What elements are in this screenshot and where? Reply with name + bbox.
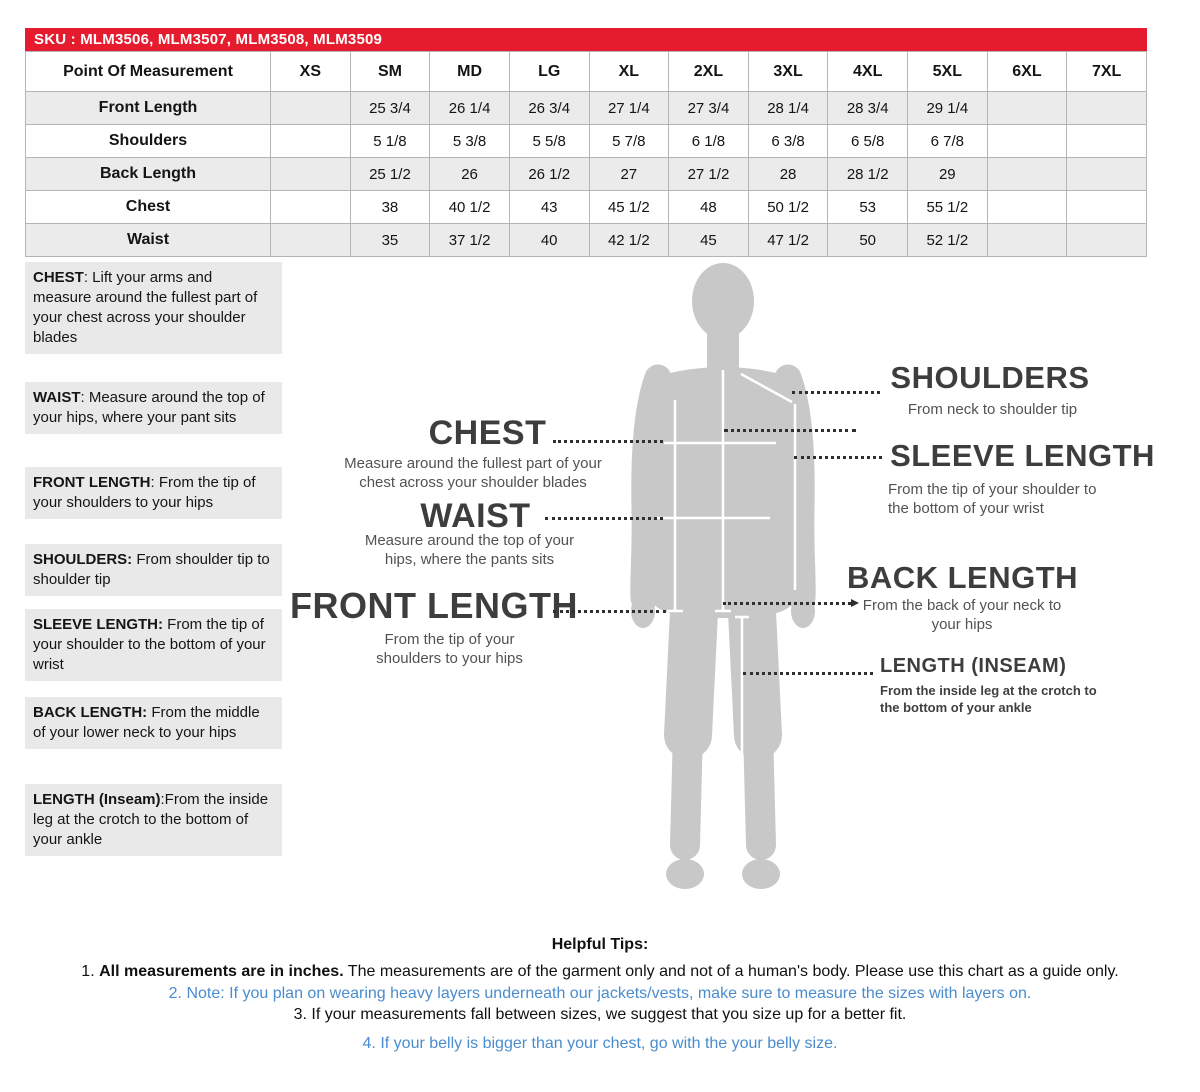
table-cell: 28 3/4	[828, 92, 908, 125]
tip-text: If your belly is bigger than your chest, go with the your belly size.	[380, 1034, 838, 1052]
definition-text: :From the inside leg at the crotch to the bottom of your ankle	[33, 791, 269, 848]
waist-label: WAIST	[420, 497, 531, 535]
table-cell: 42 1/2	[589, 224, 669, 257]
table-row	[26, 224, 1147, 257]
table-cell: 27 1/2	[669, 158, 749, 191]
definition-term: BACK LENGTH:	[33, 704, 148, 721]
tip-text: Note: If you plan on wearing heavy layers underneath our jackets/vests, make sure to measure the sizes with layers on.	[186, 984, 1032, 1002]
front-length-label: FRONT LENGTH	[290, 585, 578, 626]
shoulders-label-desc: From neck to shoulder tip	[907, 401, 1078, 418]
definition-text: : From the tip of your shoulders to your hips	[33, 474, 256, 511]
tip-bold-text: All measurements are in inches.	[99, 963, 344, 980]
tips-heading: Helpful Tips:	[551, 936, 649, 953]
column-header: XL	[589, 52, 669, 92]
table-cell: 5 5/8	[509, 125, 589, 158]
table-cell: 6 7/8	[908, 125, 988, 158]
table-cell: 28 1/2	[828, 158, 908, 191]
waist-label-desc: Measure around the top of your hips, where the pants sits	[364, 532, 575, 568]
table-cell: 25 1/2	[350, 158, 430, 191]
table-cell: 38	[350, 191, 430, 224]
definition-shoulders	[25, 544, 282, 596]
back-length-leader-line	[723, 602, 851, 605]
table-cell	[271, 158, 351, 191]
table-cell	[271, 125, 351, 158]
table-cell	[1067, 224, 1147, 257]
size-chart-table	[25, 51, 1147, 257]
table-cell: 28 1/4	[748, 92, 828, 125]
tip-item-1	[0, 961, 1200, 983]
tip-number: 4.	[362, 1034, 376, 1052]
table-cell: 47 1/2	[748, 224, 828, 257]
table-cell: 5 3/8	[430, 125, 510, 158]
table-cell: 29 1/4	[908, 92, 988, 125]
definition-term: FRONT LENGTH	[33, 474, 151, 491]
definition-term: WAIST	[33, 389, 81, 406]
definition-front-length	[25, 467, 282, 519]
chest-label: CHEST	[428, 414, 547, 452]
table-cell: 28	[748, 158, 828, 191]
chest-leader-line	[553, 440, 663, 443]
table-cell: 6 1/8	[669, 125, 749, 158]
header-row	[26, 52, 1147, 92]
table-cell: 35	[350, 224, 430, 257]
table-cell	[1067, 158, 1147, 191]
back-length-arrow-icon	[851, 599, 859, 607]
definition-chest	[25, 262, 282, 354]
row-label: Shoulders	[26, 125, 271, 158]
column-header: 3XL	[748, 52, 828, 92]
table-cell: 52 1/2	[908, 224, 988, 257]
chest-label-desc: Measure around the fullest part of your chest across your shoulder blades	[344, 455, 602, 491]
table-cell: 6 3/8	[748, 125, 828, 158]
table-cell: 26 1/2	[509, 158, 589, 191]
column-header: Point Of Measurement	[26, 52, 271, 92]
table-cell	[271, 224, 351, 257]
inseam-label-desc: From the inside leg at the crotch to the bottom of your ankle	[880, 683, 1097, 715]
tip-text: If your measurements fall between sizes, we suggest that you size up for a better fit.	[311, 1006, 907, 1023]
definition-term: SHOULDERS:	[33, 551, 133, 568]
definition-inseam	[25, 784, 282, 856]
table-cell	[987, 158, 1067, 191]
table-cell: 37 1/2	[430, 224, 510, 257]
helpful-tips	[0, 936, 1200, 1054]
table-row	[26, 191, 1147, 224]
chest-cross-line	[724, 429, 856, 432]
back-length-label: BACK LENGTH	[846, 560, 1079, 595]
sleeve-length-label-desc: From the tip of your shoulder to the bottom of your wrist	[888, 481, 1097, 517]
definition-term: SLEEVE LENGTH:	[33, 616, 164, 633]
column-header: LG	[509, 52, 589, 92]
table-cell: 26 3/4	[509, 92, 589, 125]
column-header: 4XL	[828, 52, 908, 92]
body-silhouette	[628, 260, 818, 905]
sleeve-leader-line	[794, 456, 882, 459]
table-cell: 50	[828, 224, 908, 257]
definition-term: CHEST	[33, 269, 84, 286]
definition-text: From shoulder tip to shoulder tip	[33, 551, 270, 588]
table-cell: 45 1/2	[589, 191, 669, 224]
table-cell: 5 7/8	[589, 125, 669, 158]
table-cell: 45	[669, 224, 749, 257]
table-cell: 25 3/4	[350, 92, 430, 125]
table-cell: 40	[509, 224, 589, 257]
column-header: XS	[271, 52, 351, 92]
definition-waist	[25, 382, 282, 434]
table-cell	[987, 92, 1067, 125]
column-header: 5XL	[908, 52, 988, 92]
column-header: 2XL	[669, 52, 749, 92]
table-row	[26, 125, 1147, 158]
table-cell	[987, 191, 1067, 224]
table-cell	[1067, 125, 1147, 158]
table-cell: 40 1/2	[430, 191, 510, 224]
definition-term: LENGTH (Inseam)	[33, 791, 161, 808]
inseam-leader-line	[743, 672, 873, 675]
table-cell: 6 5/8	[828, 125, 908, 158]
size-chart	[25, 28, 1147, 257]
tip-item-4	[0, 1033, 1200, 1055]
table-cell: 29	[908, 158, 988, 191]
column-header: 7XL	[1067, 52, 1147, 92]
tip-item-3	[0, 1004, 1200, 1026]
table-cell: 43	[509, 191, 589, 224]
sku-header-bar: SKU : MLM3506, MLM3507, MLM3508, MLM3509	[25, 28, 1147, 51]
table-cell: 26	[430, 158, 510, 191]
table-cell: 53	[828, 191, 908, 224]
back-length-label-desc: From the back of your neck to your hips	[862, 597, 1062, 633]
tip-number: 2.	[168, 984, 182, 1002]
table-cell	[987, 224, 1067, 257]
row-label: Chest	[26, 191, 271, 224]
table-cell: 26 1/4	[430, 92, 510, 125]
table-row	[26, 92, 1147, 125]
tip-number: 3.	[293, 1006, 307, 1023]
table-cell	[1067, 92, 1147, 125]
definition-text: From the tip of your shoulder to the bottom of your wrist	[33, 616, 266, 673]
waist-leader-line	[545, 517, 663, 520]
table-cell	[987, 125, 1067, 158]
column-header: SM	[350, 52, 430, 92]
tip-text: The measurements are of the garment only and not of a human's body. Please use this chart as a guide only.	[343, 963, 1119, 980]
shoulders-label: SHOULDERS	[890, 360, 1090, 395]
definition-back-length	[25, 697, 282, 749]
column-header: MD	[430, 52, 510, 92]
table-cell: 55 1/2	[908, 191, 988, 224]
table-cell: 50 1/2	[748, 191, 828, 224]
definition-text: : Measure around the top of your hips, where your pant sits	[33, 389, 265, 426]
table-cell: 27	[589, 158, 669, 191]
front-length-leader-line	[553, 610, 666, 613]
table-row	[26, 158, 1147, 191]
front-length-label-desc: From the tip of your shoulders to your hips	[376, 631, 523, 667]
definition-sleeve-length	[25, 609, 282, 681]
row-label: Back Length	[26, 158, 271, 191]
definition-text: : Lift your arms and measure around the fullest part of your chest across your shoulder blades	[33, 269, 258, 346]
table-cell	[271, 191, 351, 224]
tip-number: 1.	[81, 963, 95, 980]
sleeve-length-label: SLEEVE LENGTH	[890, 438, 1155, 473]
table-cell	[271, 92, 351, 125]
row-label: Waist	[26, 224, 271, 257]
definition-text: From the middle of your lower neck to your hips	[33, 704, 260, 741]
table-cell	[1067, 191, 1147, 224]
table-cell: 48	[669, 191, 749, 224]
tip-item-2	[0, 983, 1200, 1005]
table-cell: 5 1/8	[350, 125, 430, 158]
row-label: Front Length	[26, 92, 271, 125]
table-cell: 27 1/4	[589, 92, 669, 125]
inseam-label: LENGTH (INSEAM)	[880, 655, 1067, 677]
table-cell: 27 3/4	[669, 92, 749, 125]
shoulders-leader-line	[792, 391, 880, 394]
column-header: 6XL	[987, 52, 1067, 92]
